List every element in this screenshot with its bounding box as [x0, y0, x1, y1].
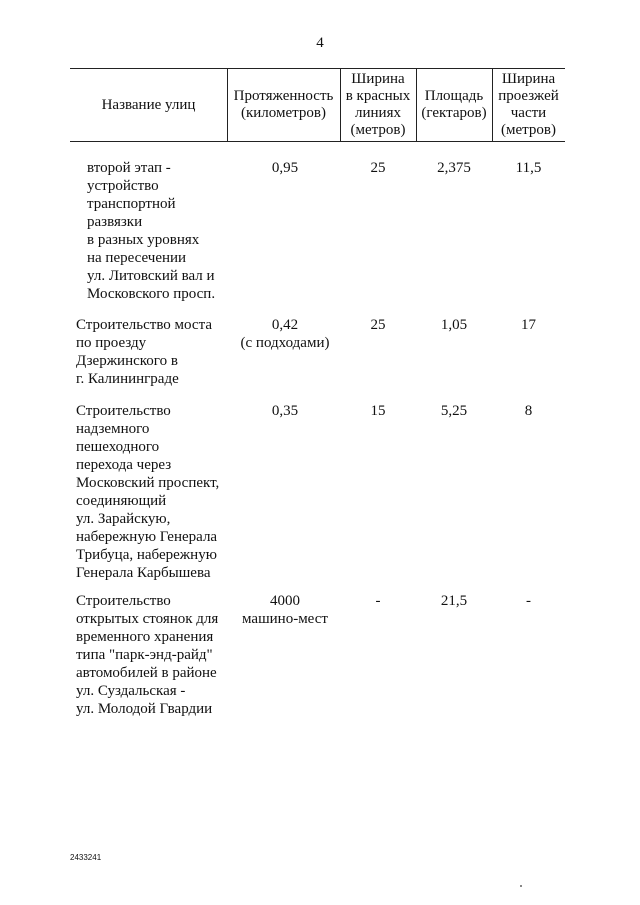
- roadway-width-cell: -: [526, 593, 531, 609]
- document-code: 2433241: [70, 853, 102, 862]
- scan-speck: [520, 885, 522, 887]
- street-name-cell: Строительство надземного пешеходного перехода через Московский проспект, соединяющий ул. Зарайскую, набережную Генерала Трибуца, набережную Генерала Карбышева: [76, 403, 220, 581]
- length-cell: 0,95: [271, 160, 299, 176]
- street-name-cell: второй этап - устройство транспортной развязки в разных уровнях на пересечении ул. Литовский вал и Московского просп.: [87, 160, 216, 302]
- table-header-rule: [70, 141, 565, 142]
- roadway-width-cell: 17: [521, 317, 536, 333]
- area-cell: 21,5: [440, 593, 468, 609]
- area-cell: 5,25: [440, 403, 468, 419]
- red-lines-width-cell: 25: [370, 160, 386, 176]
- header-red-lines-width: Ширина в красных линиях (метров): [345, 71, 411, 138]
- roadway-width-cell: 8: [524, 403, 533, 419]
- length-cell: 4000 машино-мест: [242, 593, 328, 627]
- red-lines-width-cell: 25: [370, 317, 386, 333]
- length-cell: 0,42 (с подходами): [240, 317, 330, 351]
- page-number: 4: [316, 35, 324, 51]
- roadway-width-cell: 11,5: [515, 160, 542, 176]
- length-cell: 0,35: [271, 403, 299, 419]
- red-lines-width-cell: -: [375, 593, 381, 609]
- area-cell: 2,375: [437, 160, 471, 176]
- table-top-rule: [70, 68, 565, 69]
- red-lines-width-cell: 15: [370, 403, 386, 419]
- street-name-cell: Строительство моста по проезду Дзержинского в г. Калининграде: [76, 317, 212, 387]
- header-length: Протяженность (километров): [233, 88, 334, 121]
- area-cell: 1,05: [440, 317, 468, 333]
- header-roadway-width: Ширина проезжей части (метров): [498, 71, 559, 138]
- header-street-name: Название улиц: [101, 96, 196, 113]
- header-area: Площадь (гектаров): [421, 88, 487, 121]
- street-name-cell: Строительство открытых стоянок для временного хранения типа "парк-энд-райд" автомобилей в районе ул. Суздальская - ул. Молодой Гвардии: [76, 593, 219, 717]
